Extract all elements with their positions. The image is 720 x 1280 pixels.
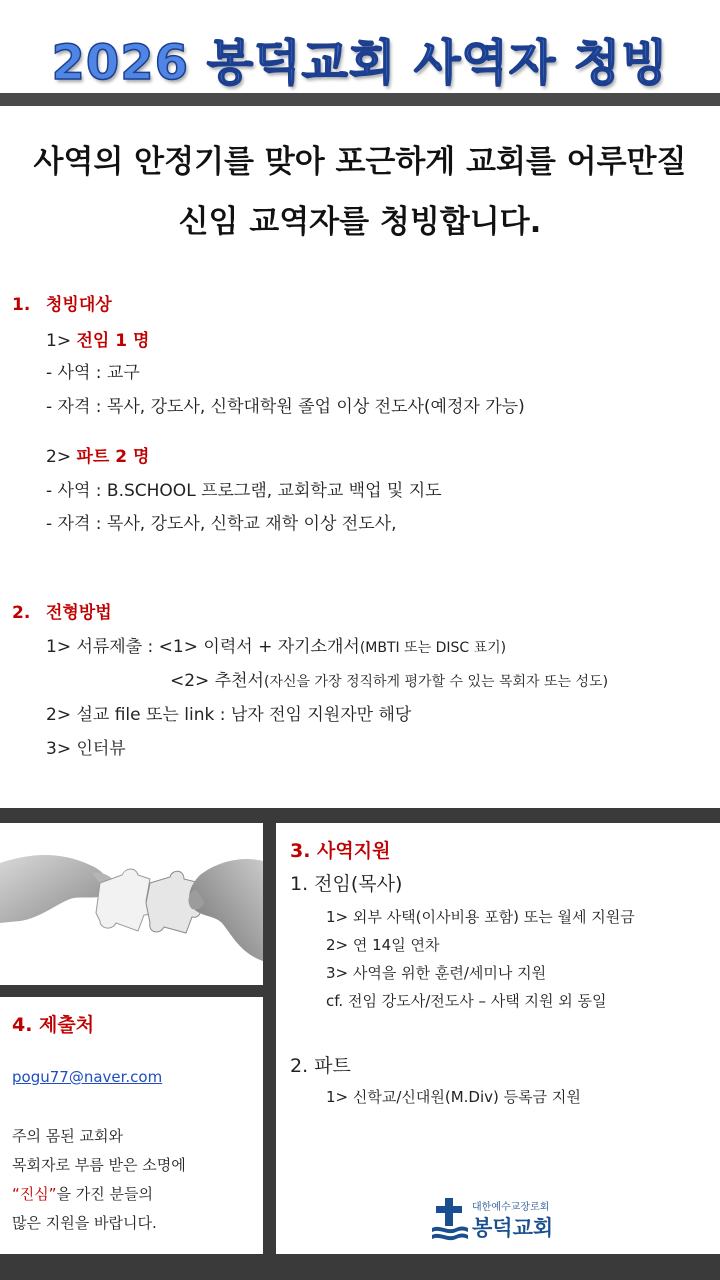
sincerity-highlight: “진심” [12,1185,57,1203]
section-1-heading [12,290,112,315]
closing-note-line-2: 목회자로 부름 받은 소명에 [12,1156,186,1174]
support-full-time-title: 1. 전임(목사) [290,873,403,895]
section-4-heading: 4. 제출처 [12,1014,95,1036]
closing-note-line-3 [12,1180,186,1209]
logo-church-name: 봉덕교회 [472,1216,554,1240]
logo-denomination: 대한예수교장로회 [472,1202,550,1213]
part-time-count [46,442,149,467]
section-2-heading [12,598,112,623]
cross-wave-icon [430,1196,470,1242]
vertical-divider [263,823,276,1258]
part-time-prefix: 2> [46,447,72,467]
headline-line-1: 사역의 안정기를 맞아 포근하게 교회를 어루만질 [33,144,687,180]
part-time-qualification: - 자격 : 목사, 강도사, 신학교 재학 이상 전도사, [46,514,397,534]
section-2-title: 전형방법 [46,603,112,623]
middle-divider [0,808,720,823]
selection-step-1b-note: (자신을 가장 정직하게 평가할 수 있는 목회자 또는 성도) [263,674,609,690]
top-divider [0,93,720,106]
selection-step-1-main: 1> 서류제출 : <1> 이력서 + 자기소개서 [46,637,360,657]
selection-step-2: 2> 설교 file 또는 link : 남자 전임 지원자만 해당 [46,705,412,725]
selection-step-3: 3> 인터뷰 [46,739,126,759]
part-time-ministry: - 사역 : B.SCHOOL 프로그램, 교회학교 백업 및 지도 [46,481,442,501]
full-time-prefix: 1> [46,331,72,351]
full-time-ministry: - 사역 : 교구 [46,363,140,383]
support-full-time-item-4: cf. 전임 강도사/전도사 – 사택 지원 외 동일 [326,992,607,1010]
full-time-label: 전임 1 명 [76,331,150,351]
section-1-title: 청빙대상 [46,295,112,315]
selection-step-1b [170,666,608,691]
closing-note [12,1122,186,1238]
church-logo [430,1196,570,1244]
part-time-label: 파트 2 명 [76,447,150,467]
full-time-qualification: - 자격 : 목사, 강도사, 신학대학원 졸업 이상 전도사(예정자 가능) [46,397,525,417]
selection-step-1b-main: <2> 추천서 [170,671,264,691]
full-time-count [46,326,149,351]
closing-note-line-3-rest: 을 가진 분들의 [56,1185,154,1203]
headline-line-2: 신임 교역자를 청빙합니다. [178,204,542,240]
headline [0,132,720,252]
closing-note-line-1: 주의 몸된 교회와 [12,1127,123,1145]
puzzle-hands-icon [0,823,263,985]
section-3-heading: 3. 사역지원 [290,840,391,862]
selection-step-1 [46,632,506,657]
support-full-time-item-3: 3> 사역을 위한 훈련/세미나 지원 [326,964,547,982]
section-2-number: 2. [12,603,31,623]
section-1-number: 1. [12,295,31,315]
support-part-time-item-1: 1> 신학교/신대원(M.Div) 등록금 지원 [326,1088,581,1106]
support-full-time-item-2: 2> 연 14일 연차 [326,936,440,954]
support-full-time-item-1: 1> 외부 사택(이사비용 포함) 또는 월세 지원금 [326,908,635,926]
page-title: 2026 봉덕교회 사역자 청빙 [51,35,669,91]
bottom-divider [0,1254,720,1280]
left-panel-divider [0,985,263,997]
puzzle-hands-image [0,823,263,985]
submission-email-link[interactable]: pogu77@naver.com [12,1068,163,1086]
support-part-time-title: 2. 파트 [290,1055,351,1077]
closing-note-line-4: 많은 지원을 바랍니다. [12,1214,157,1232]
selection-step-1-note: (MBTI 또는 DISC 표기) [359,640,507,656]
